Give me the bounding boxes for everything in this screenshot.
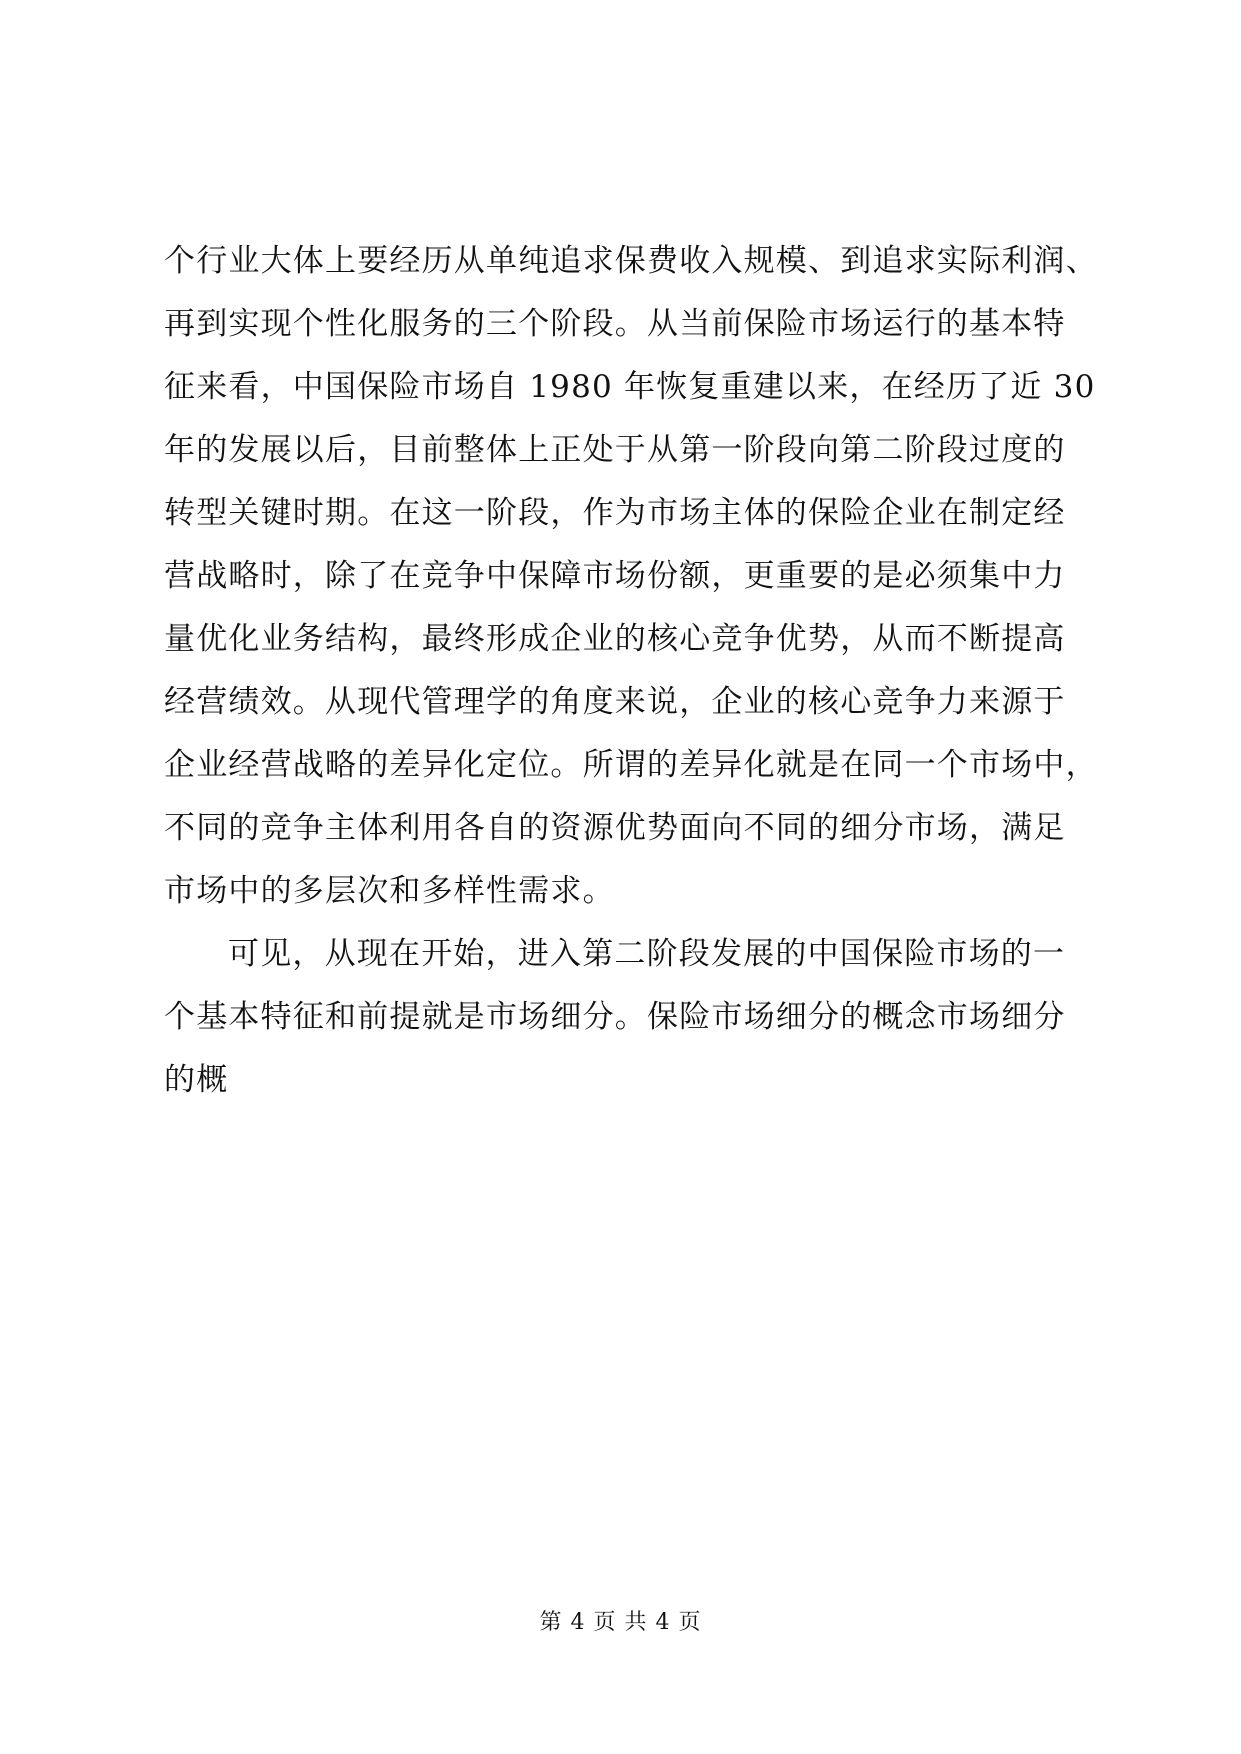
paragraph-1-line-8: 经营绩效。从现代管理学的角度来说，企业的核心竞争力来源于 bbox=[164, 684, 1066, 720]
paragraph-2-line-3: 的概 bbox=[164, 1062, 229, 1098]
paragraph-1-line-7: 量优化业务结构，最终形成企业的核心竞争优势，从而不断提高 bbox=[164, 621, 1066, 657]
paragraph-2-line-2: 个基本特征和前提就是市场细分。保险市场细分的概念市场细分 bbox=[164, 999, 1066, 1035]
paragraph-1-line-6: 营战略时，除了在竞争中保障市场份额，更重要的是必须集中力 bbox=[164, 558, 1066, 594]
paragraph-1-line-9: 企业经营战略的差异化定位。所谓的差异化就是在同一个市场中， bbox=[164, 747, 1098, 783]
page-number-footer: 第 4 页 共 4 页 bbox=[539, 1610, 702, 1635]
paragraph-1-line-1: 个行业大体上要经历从单纯追求保费收入规模、到追求实际利润、 bbox=[164, 243, 1098, 279]
paragraph-1-line-2: 再到实现个性化服务的三个阶段。从当前保险市场运行的基本特 bbox=[164, 306, 1066, 342]
paragraph-1-line-10: 不同的竞争主体利用各自的资源优势面向不同的细分市场，满足 bbox=[164, 810, 1066, 846]
paragraph-1-line-5: 转型关键时期。在这一阶段，作为市场主体的保险企业在制定经 bbox=[164, 495, 1066, 531]
paragraph-1-line-11: 市场中的多层次和多样性需求。 bbox=[164, 873, 615, 909]
paragraph-1-line-4: 年的发展以后，目前整体上正处于从第一阶段向第二阶段过度的 bbox=[164, 432, 1066, 468]
body-text bbox=[164, 230, 1124, 1112]
paragraph-2-line-1: 可见，从现在开始，进入第二阶段发展的中国保险市场的一 bbox=[228, 936, 1066, 972]
paragraph-1-line-3: 征来看，中国保险市场自 1980 年恢复重建以来，在经历了近 30 bbox=[164, 369, 1096, 405]
